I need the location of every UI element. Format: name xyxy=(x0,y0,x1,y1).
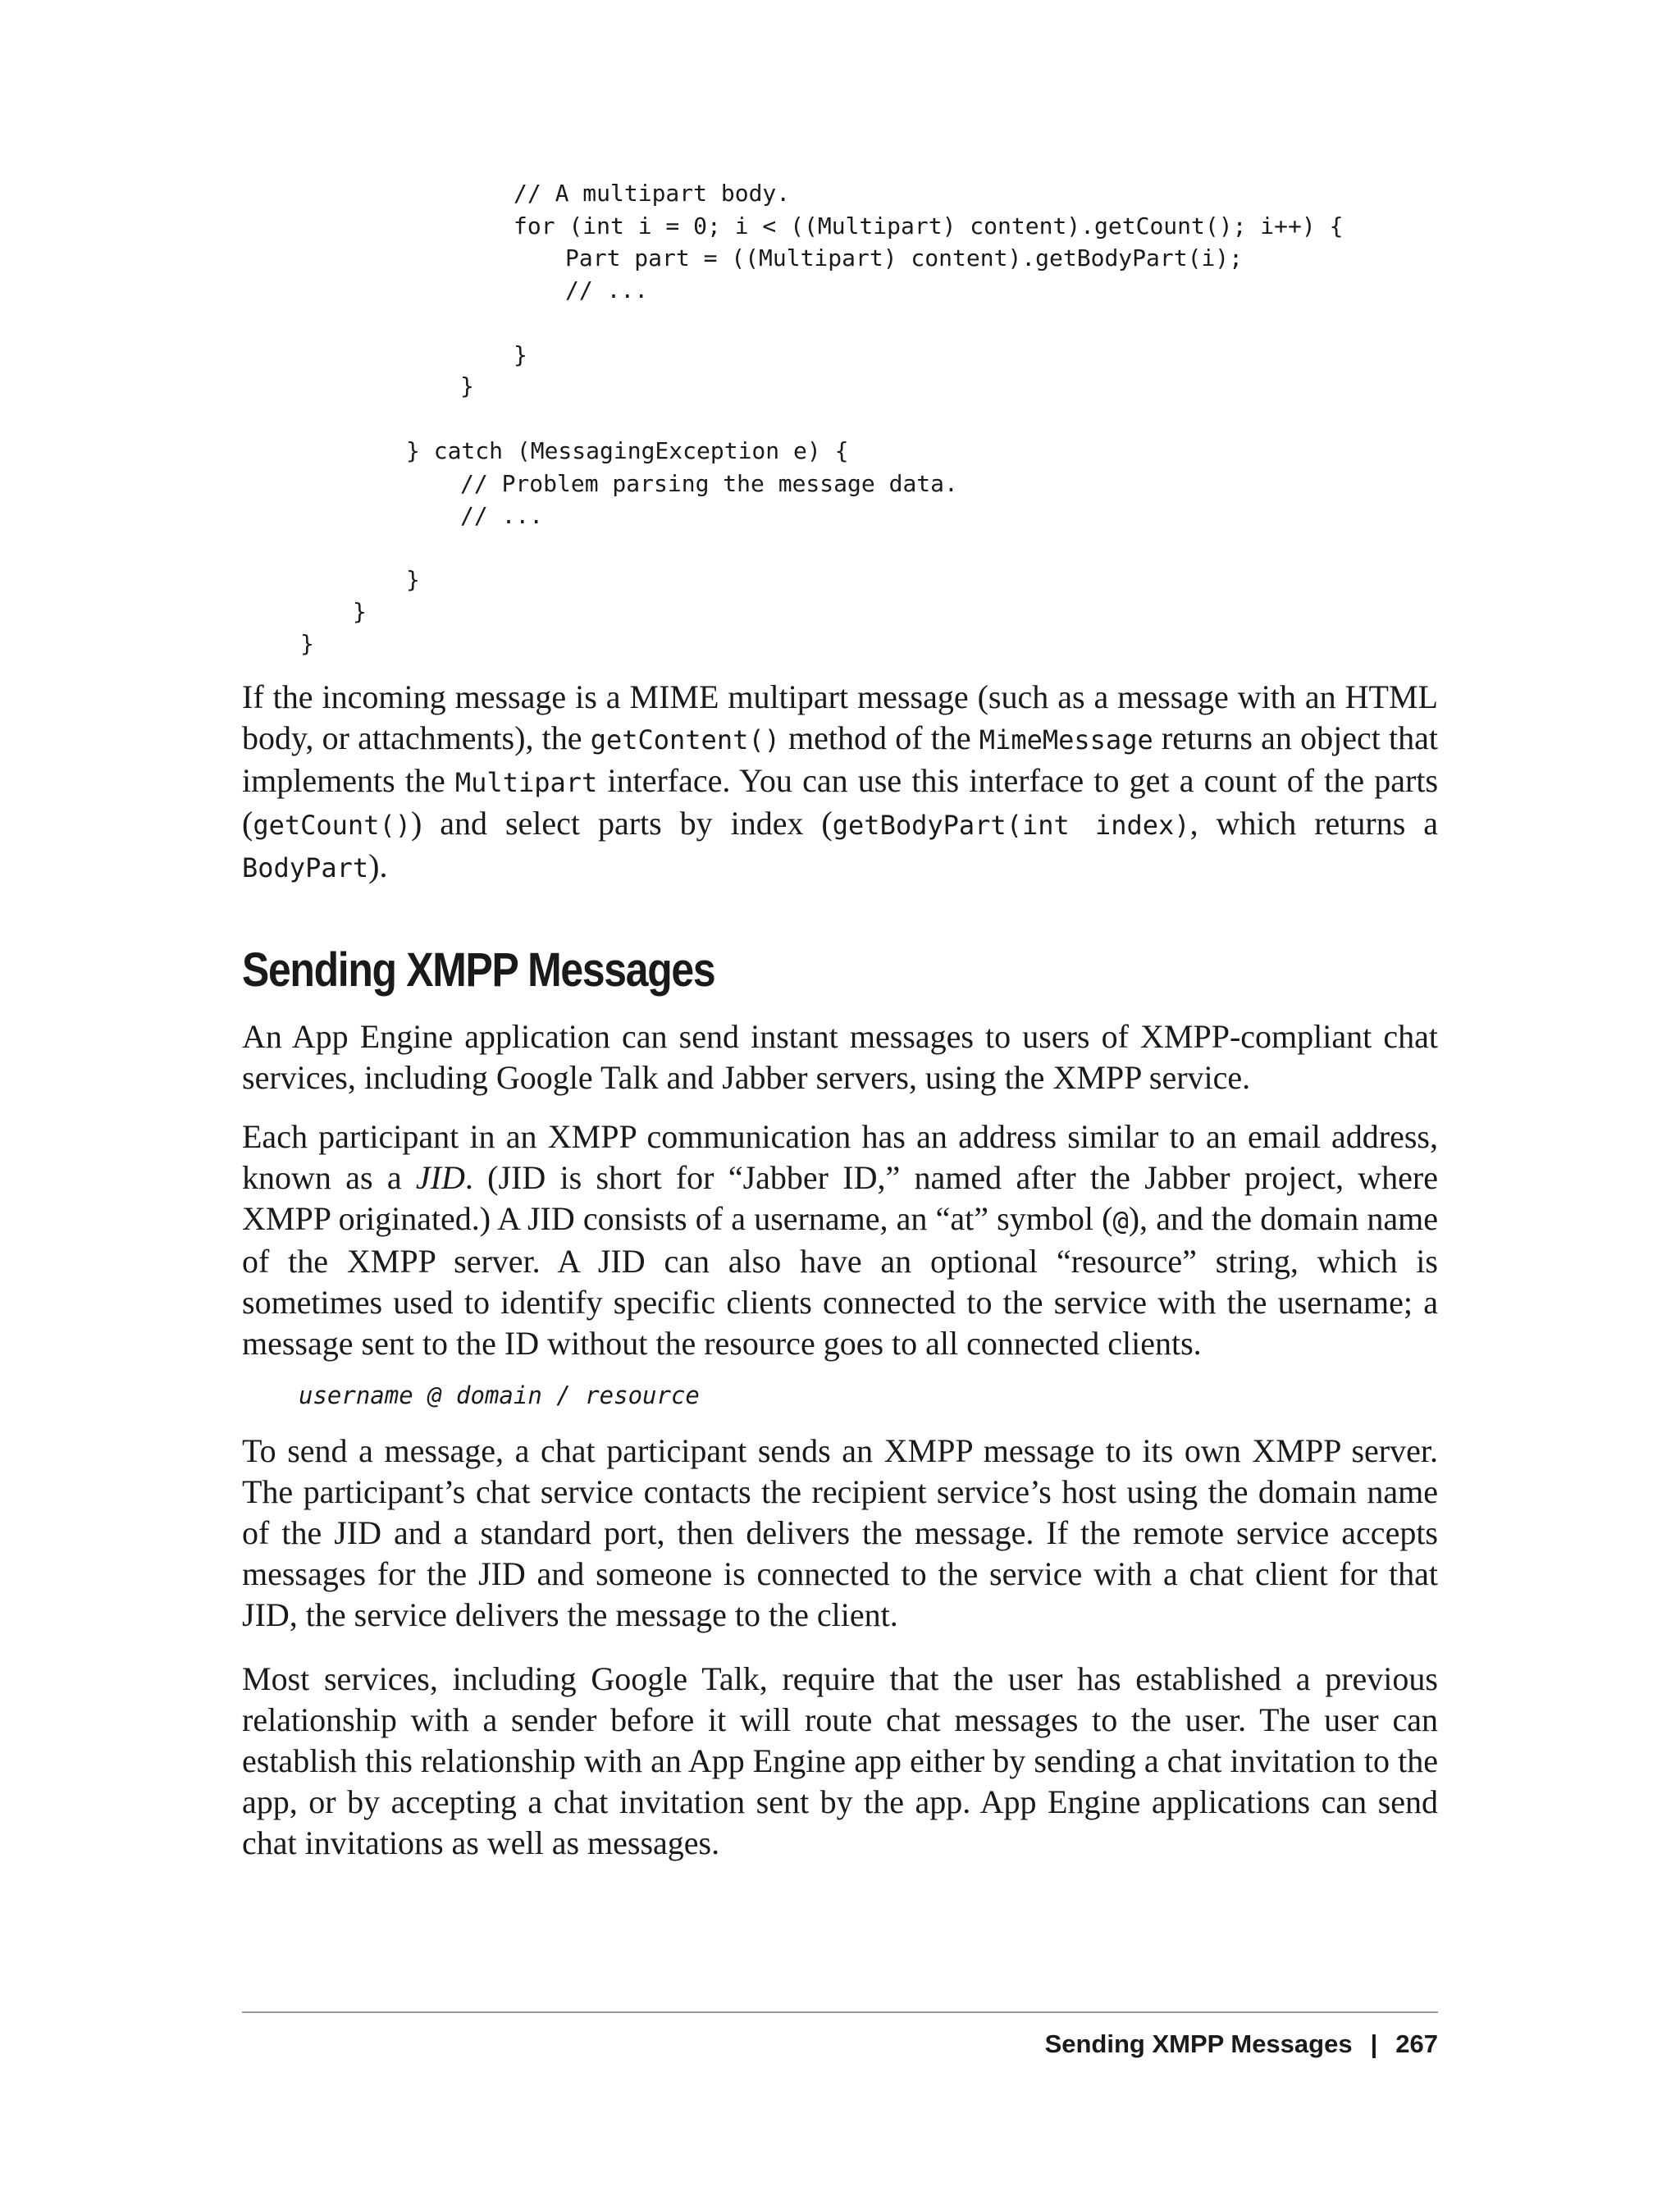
code-line: // ... xyxy=(565,276,649,304)
intro-paragraph xyxy=(242,677,1438,888)
text-run: Each participant in an XMPP communication has an address similar to an email address, known as a xyxy=(242,1118,1438,1196)
code-line: } xyxy=(406,566,420,593)
text-run: . (JID is short for “Jabber ID,” named after the Jabber project, where XMPP originated.) A JID consists of a username, an “at” symbol ( xyxy=(242,1159,1438,1237)
footer-section-title: Sending XMPP Messages xyxy=(1044,2029,1353,2058)
code-line: // Problem parsing the message data. xyxy=(460,470,958,497)
paragraph-4 xyxy=(242,1659,1438,1864)
jid-format: username @ domain / resource xyxy=(299,1381,700,1409)
code-line: // ... xyxy=(460,502,544,529)
code-line: for (int i = 0; i < ((Multipart) content).getCount(); i++) { xyxy=(514,212,1344,240)
emphasis-term: JID xyxy=(415,1159,465,1196)
footer-separator: | xyxy=(1370,2029,1378,2058)
inline-code: getBodyPart(int index) xyxy=(832,810,1190,841)
code-line: } xyxy=(300,630,314,657)
text-run: returns an object that implements the xyxy=(242,719,1439,799)
code-line: } catch (MessagingException e) { xyxy=(406,437,849,464)
page-footer xyxy=(1045,2028,1438,2061)
code-line: } xyxy=(353,598,367,625)
text-run: ). xyxy=(368,847,388,884)
inline-code: BodyPart xyxy=(242,852,369,883)
code-line: } xyxy=(514,341,527,368)
code-line: Part part = ((Multipart) content).getBodyPart(i); xyxy=(565,244,1244,272)
text-run: method of the xyxy=(779,719,979,756)
paragraph-1 xyxy=(242,1016,1438,1098)
inline-code: Multipart xyxy=(454,767,598,798)
text-run: , which returns a xyxy=(1189,805,1438,842)
paragraph-text: To send a message, a chat participant sends an XMPP message to its own XMPP server. The participant’s chat service contacts the recipient service’s host using the domain name of the JID and a standard port, then delivers the message. If the remote service accepts messages for the JID and someone is connected to the service with a chat client for that JID, the service delivers the message to the client. xyxy=(242,1432,1438,1633)
text-run: interface. You can use this interface to get a count of the parts ( xyxy=(242,762,1439,842)
inline-code: @ xyxy=(1112,1205,1129,1236)
code-line: // A multipart body. xyxy=(514,180,791,207)
inline-code: MimeMessage xyxy=(979,724,1153,756)
text-run: If the incoming message is a MIME multipart message (such as a message with an HTML body, or attachments), the xyxy=(242,678,1438,756)
inline-code: getContent() xyxy=(590,724,780,756)
page-number: 267 xyxy=(1395,2029,1438,2058)
code-listing xyxy=(0,0,1680,656)
paragraph-text: An App Engine application can send instant messages to users of XMPP-compliant chat services, including Google Talk and Jabber servers, using the XMPP service. xyxy=(242,1018,1438,1096)
paragraph-3 xyxy=(242,1431,1438,1636)
text-run: ), and the domain name of the XMPP server. A JID can also have an optional “resource” string, which is sometimes used to identify specific clients connected to the service with the username; a message sent to the ID without the resource goes to all connected clients. xyxy=(242,1200,1439,1362)
footer-rule xyxy=(242,2011,1438,2013)
text-run: ) and select parts by index ( xyxy=(410,805,833,842)
paragraph-2 xyxy=(242,1116,1438,1364)
paragraph-text: Most services, including Google Talk, require that the user has established a previous relationship with a sender before it will route chat messages to the user. The user can establish this relationship with an App Engine app either by sending a chat invitation to the app, or by accepting a chat invitation sent by the app. App Engine applications can send chat invitations as well as messages. xyxy=(242,1660,1438,1861)
inline-code: getCount() xyxy=(253,810,411,841)
section-heading: Sending XMPP Messages xyxy=(242,943,715,997)
code-line: } xyxy=(460,372,474,399)
